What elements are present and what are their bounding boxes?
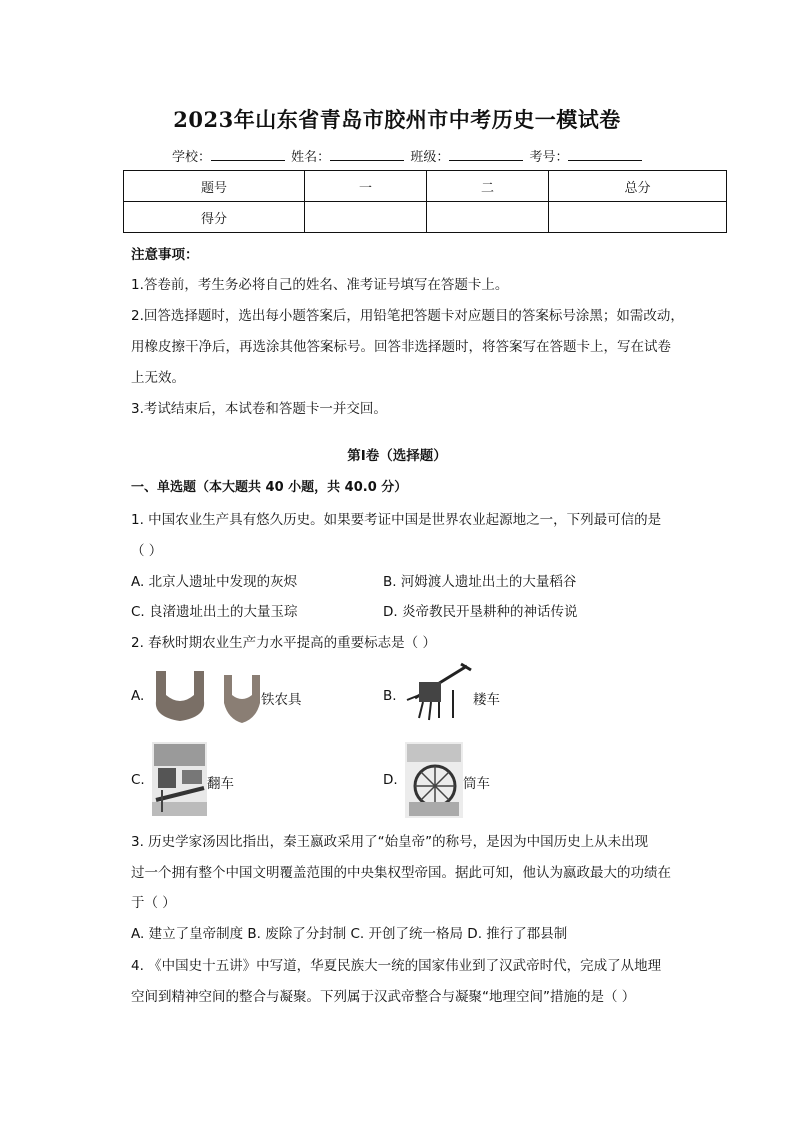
question-2-option-a-letter[interactable]: A.	[131, 688, 145, 704]
question-2-option-d-letter[interactable]: D.	[383, 772, 398, 788]
notice-item: 3.考试结束后，本试卷和答题卡一并交回。	[131, 401, 387, 417]
question-2-option-b-label: 耧车	[473, 692, 500, 708]
tube-waterwheel-image	[405, 742, 463, 818]
question-4-stem-cont: 空间到精神空间的整合与凝聚。下列属于汉武帝整合与凝聚“地理空间”措施的是（ ）	[131, 989, 636, 1005]
question-3-options[interactable]: A. 建立了皇帝制度 B. 废除了分封制 C. 开创了统一格局 D. 推行了郡县制	[131, 926, 568, 942]
score-table	[123, 170, 727, 233]
question-3-stem: 3. 历史学家汤因比指出，秦王嬴政采用了“始皇帝”的称号，是因为中国历史上从未出现	[131, 834, 649, 850]
square-pallet-chain-pump-image	[152, 742, 207, 816]
question-3-stem-cont: 过一个拥有整个中国文明覆盖范围的中央集权型帝国。据此可知，他认为嬴政最大的功绩在	[131, 865, 671, 881]
question-2-option-c-letter[interactable]: C.	[131, 772, 145, 788]
question-1-option-b[interactable]: B. 河姆渡人遗址出土的大量稻谷	[383, 574, 577, 590]
notice-heading: 注意事项：	[131, 247, 199, 263]
question-2-option-b-letter[interactable]: B.	[383, 688, 397, 704]
school-blank[interactable]	[211, 148, 285, 161]
school-label: 学校：	[172, 150, 212, 165]
class-label: 班级：	[410, 150, 450, 165]
notice-item: 用橡皮擦干净后，再选涂其他答案标号。回答非选择题时，将答案写在答题卡上，写在试卷	[131, 339, 671, 355]
score-cell[interactable]	[549, 202, 727, 233]
section-title: 第Ⅰ卷（选择题）	[347, 448, 447, 464]
score-table-header-row	[124, 171, 727, 202]
student-info-row	[172, 146, 644, 165]
score-header-cell: 总分	[549, 171, 727, 202]
notice-item: 1.答卷前，考生务必将自己的姓名、准考证号填写在答题卡上。	[131, 277, 509, 293]
iron-farm-tools-image	[150, 667, 262, 725]
question-1-stem: 1. 中国农业生产具有悠久历史。如果要考证中国是世界农业起源地之一，下列最可信的是	[131, 512, 662, 528]
exam-no-blank[interactable]	[568, 148, 642, 161]
exam-no-label: 考号：	[529, 150, 569, 165]
question-2-stem: 2. 春秋时期农业生产力水平提高的重要标志是（ ）	[131, 635, 436, 651]
score-cell[interactable]	[305, 202, 427, 233]
score-header-cell: 二	[427, 171, 549, 202]
class-blank[interactable]	[449, 148, 523, 161]
question-2-option-d-label: 筒车	[463, 776, 490, 792]
name-blank[interactable]	[330, 148, 404, 161]
question-2-option-a-label: 铁农具	[261, 692, 302, 708]
question-2-option-c-label: 翻车	[207, 776, 234, 792]
question-1-option-a[interactable]: A. 北京人遗址中发现的灰烬	[131, 574, 298, 590]
exam-title: 2023年山东省青岛市胶州市中考历史一模试卷	[173, 107, 621, 132]
notice-item: 上无效。	[131, 370, 185, 386]
question-1-option-c[interactable]: C. 良渚遗址出土的大量玉琮	[131, 604, 298, 620]
question-3-stem-cont: 于（ ）	[131, 895, 176, 911]
question-4-stem: 4. 《中国史十五讲》中写道，华夏民族大一统的国家伟业到了汉武帝时代，完成了从地理	[131, 958, 662, 974]
score-header-cell: 一	[305, 171, 427, 202]
seed-drill-image	[403, 660, 475, 724]
name-label: 姓名：	[291, 150, 331, 165]
section-subtitle: 一、单选题（本大题共 40 小题，共 40.0 分）	[131, 480, 408, 495]
notice-item: 2.回答选择题时，选出每小题答案后，用铅笔把答题卡对应题目的答案标号涂黑；如需改动，	[131, 308, 684, 324]
score-cell[interactable]	[427, 202, 549, 233]
score-row-label: 得分	[124, 202, 305, 233]
score-table-score-row	[124, 202, 727, 233]
question-1-option-d[interactable]: D. 炎帝教民开垦耕种的神话传说	[383, 604, 578, 620]
question-1-stem-cont: （ ）	[131, 543, 163, 559]
score-header-cell: 题号	[124, 171, 305, 202]
